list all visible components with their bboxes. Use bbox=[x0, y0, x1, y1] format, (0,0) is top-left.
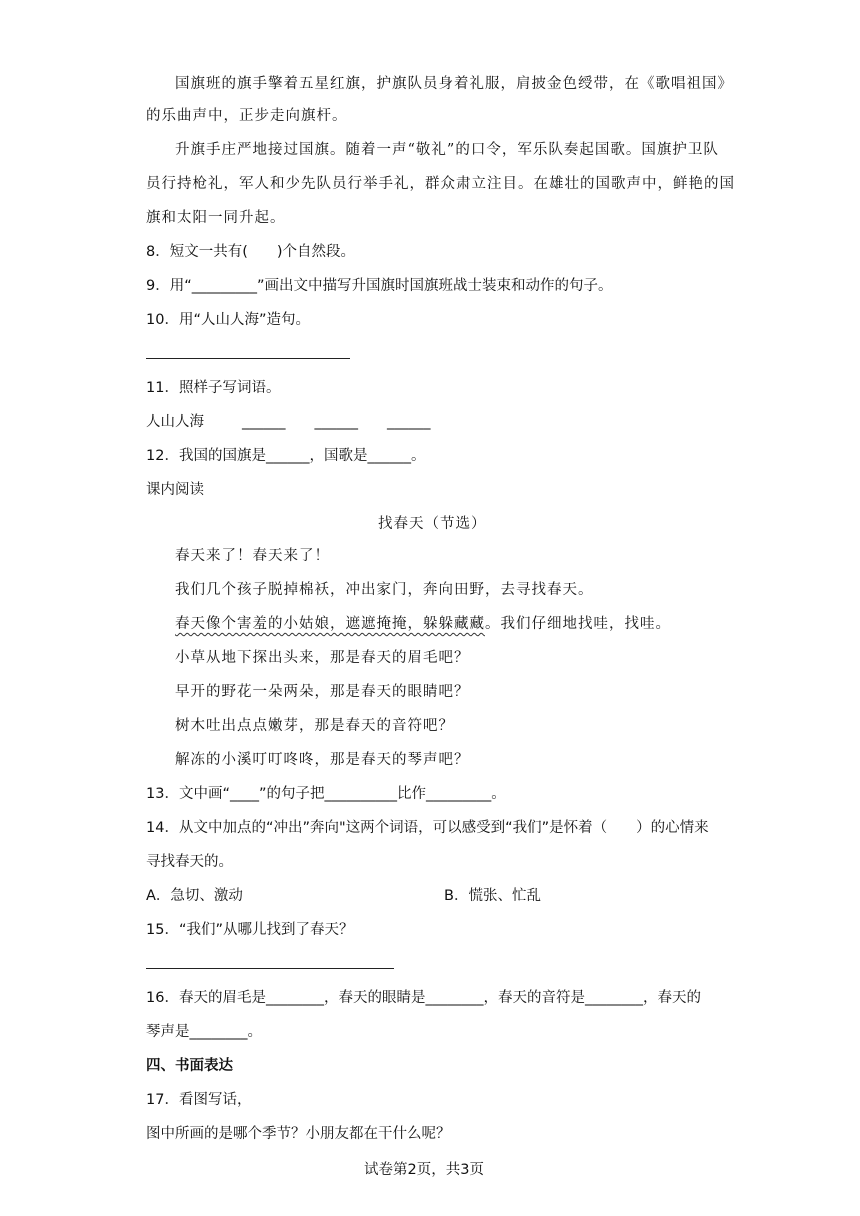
question-16-line2: 琴声是________。 bbox=[146, 1024, 262, 1040]
question-14-option-b[interactable]: B．慌张、忙乱 bbox=[444, 888, 541, 904]
passage1-p1-line1: 国旗班的旗手擎着五星红旗，护旗队员身着礼服，肩披金色绶带，在《歌唱祖国》 bbox=[175, 76, 733, 92]
question-11-example: 人山人海 bbox=[146, 414, 204, 430]
section-4-heading: 四、书面表达 bbox=[146, 1058, 233, 1074]
question-14-line2: 寻找春天的。 bbox=[146, 854, 233, 870]
passage2-line6: 树木吐出点点嫩芽，那是春天的音符吧？ bbox=[175, 718, 454, 734]
section-in-class-reading: 课内阅读 bbox=[146, 482, 204, 498]
wavy-underlined-sentence: 春天像个害羞的小姑娘，遮遮掩掩，躲躲藏藏 bbox=[175, 616, 485, 632]
question-15: 15．“我们”从哪儿找到了春天？ bbox=[146, 922, 354, 938]
question-8: 8．短文一共有( )个自然段。 bbox=[146, 244, 356, 260]
question-13: 13．文中画“____”的句子把__________比作_________。 bbox=[146, 786, 506, 802]
passage1-p2-line3: 旗和太阳一同升起。 bbox=[146, 210, 286, 226]
passage2-line1: 春天来了！春天来了！ bbox=[175, 548, 330, 564]
question-17-prompt: 图中所画的是哪个季节？小朋友都在干什么呢？ bbox=[146, 1126, 451, 1142]
question-14-line1: 14．从文中加点的“冲出”奔向"这两个词语，可以感受到“我们”是怀着（ ）的心情来 bbox=[146, 820, 709, 836]
passage2-title: 找春天（节选） bbox=[378, 516, 487, 532]
question-11-blanks[interactable]: ______ ______ ______ bbox=[242, 414, 431, 430]
answer-line-15[interactable] bbox=[146, 968, 394, 969]
passage2-line4: 小草从地下探出头来，那是春天的眉毛吧？ bbox=[175, 650, 470, 666]
question-12: 12．我国的国旗是______，国歌是______。 bbox=[146, 448, 426, 464]
passage1-p2-line1: 升旗手庄严地接过国旗。随着一声“敬礼”的口令，军乐队奏起国歌。国旗护卫队 bbox=[175, 142, 719, 158]
question-16-line1: 16．春天的眉毛是________，春天的眼睛是________，春天的音符是________，春天的 bbox=[146, 990, 701, 1006]
passage2-line7: 解冻的小溪叮叮咚咚，那是春天的琴声吧？ bbox=[175, 752, 470, 768]
question-14-option-a[interactable]: A．急切、激动 bbox=[146, 888, 243, 904]
answer-line-10[interactable] bbox=[146, 358, 350, 359]
passage2-line3-rest: 。我们仔细地找哇，找哇。 bbox=[485, 616, 671, 632]
page-footer: 试卷第2页，共3页 bbox=[364, 1162, 484, 1178]
question-9: 9．用“_________”画出文中描写升国旗时国旗班战士装束和动作的句子。 bbox=[146, 278, 613, 294]
passage2-line5: 早开的野花一朵两朵，那是春天的眼睛吧？ bbox=[175, 684, 470, 700]
passage1-p1-line2: 的乐曲声中，正步走向旗杆。 bbox=[146, 108, 348, 124]
question-11: 11．照样子写词语。 bbox=[146, 380, 281, 396]
passage1-p2-line2: 员行持枪礼，军人和少先队员行举手礼，群众肃立注目。在雄壮的国歌声中，鲜艳的国 bbox=[146, 176, 735, 192]
passage2-line2: 我们几个孩子脱掉棉袄，冲出家门，奔向田野，去寻找春天。 bbox=[175, 582, 594, 598]
question-17: 17．看图写话， bbox=[146, 1092, 252, 1108]
question-10: 10．用“人山人海”造句。 bbox=[146, 312, 310, 328]
passage2-line3 bbox=[175, 614, 671, 634]
